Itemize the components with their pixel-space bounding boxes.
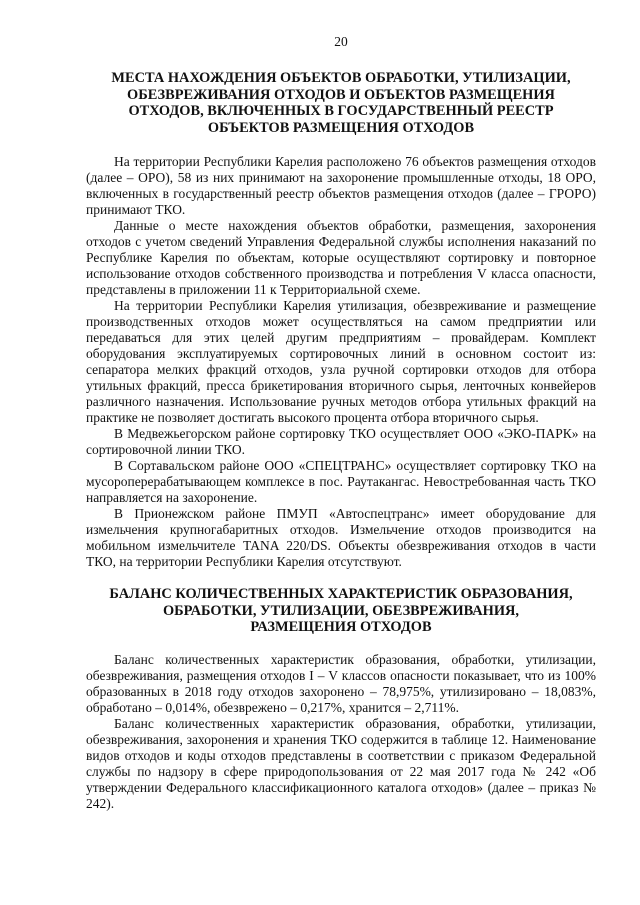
paragraph: На территории Республики Карелия расположено 76 объектов размещения отходов (далее – ОРО), 58 из них принимают на захоронение промышленные отходы, 18 ОРО, включенных в государственный реестр объектов размещения отходов (далее – ГРОРО) принимают ТКО.	[86, 154, 596, 217]
paragraph: Баланс количественных характеристик образования, обработки, утилизации, обезвреживания, захоронения и хранения ТКО содержится в таблице 12. Наименование видов отходов и коды отходов представлены в соответствии с приказом Федеральной службы по надзору в сфере природопользования от 22 мая 2017 года № 242 «Об утверждении Федерального классификационного каталога отходов» (далее – приказ № 242).	[86, 715, 596, 811]
paragraph: В Медвежьегорском районе сортировку ТКО осуществляет ООО «ЭКО-ПАРК» на сортировочной линии ТКО.	[86, 426, 596, 457]
heading-line: БАЛАНС КОЛИЧЕСТВЕННЫХ ХАРАКТЕРИСТИК ОБРАЗОВАНИЯ,	[109, 586, 573, 602]
section-heading-waste-facilities	[86, 70, 596, 136]
heading-line: ОБРАБОТКИ, УТИЛИЗАЦИИ, ОБЕЗВРЕЖИВАНИЯ,	[162, 602, 520, 619]
paragraph: В Сортавальском районе ООО «СПЕЦТРАНС» осуществляет сортировку ТКО на мусороперерабатывающем комплексе в пос. Раутакангас. Невостребованная часть ТКО направляется на захоронение.	[86, 458, 596, 505]
paragraph: В Прионежском районе ПМУП «Автоспецтранс» имеет оборудование для измельчения крупногабаритных отходов. Измельчение отходов производится на мобильном измельчителе TANA 220/DS. Объекты обезвреживания отходов в части ТКО, на территории Республики Карелия отсутствуют.	[86, 506, 596, 569]
heading-line: РАЗМЕЩЕНИЯ ОТХОДОВ	[250, 619, 432, 635]
paragraph: На территории Республики Карелия утилизация, обезвреживание и размещение производственных отходов может осуществляться на самом предприятии или передаваться для этих целей другим предприятиям – провайдерам. Комплект оборудования эксплуатируемых сортировочных линий в основном состоит из: сепаратора мелких фракций отходов, узла ручной сортировки отходов для отбора утильных фракций, пресса брикетирования вторичного сырья, ленточных конвейеров различного назначения. Использование ручных методов отбора утильных фракций на практике не позволяет достигать высокого процента отбора вторичного сырья.	[86, 298, 596, 425]
paragraph: Баланс количественных характеристик образования, обработки, утилизации, обезвреживания, размещения отходов I – V классов опасности показывает, что из 100% образованных в 2018 году отходов захоронено – 78,975%, утилизировано – 18,083%, обработано – 0,014%, обезврежено – 0,217%, хранится – 2,711%.	[86, 651, 596, 715]
heading-line: ОБЪЕКТОВ РАЗМЕЩЕНИЯ ОТХОДОВ	[207, 119, 475, 136]
heading-line: ОТХОДОВ, ВКЛЮЧЕННЫХ В ГОСУДАРСТВЕННЫЙ РЕЕСТР	[128, 103, 554, 119]
heading-line: ОБЕЗВРЕЖИВАНИЯ ОТХОДОВ И ОБЪЕКТОВ РАЗМЕЩЕНИЯ	[127, 86, 555, 103]
paragraph: Данные о месте нахождения объектов обработки, размещения, захоронения отходов с учетом сведений Управления Федеральной службы исполнения наказаний по Республике Карелия по объектам, которые осуществляют сортировку и повторное использование отходов собственного производства и потребления V класса опасности, представлены в приложении 11 к Территориальной схеме.	[86, 218, 596, 297]
section-heading-waste-balance	[86, 586, 596, 636]
heading-line: МЕСТА НАХОЖДЕНИЯ ОБЪЕКТОВ ОБРАБОТКИ, УТИЛИЗАЦИИ,	[111, 70, 571, 86]
page-number: 20	[334, 34, 348, 49]
